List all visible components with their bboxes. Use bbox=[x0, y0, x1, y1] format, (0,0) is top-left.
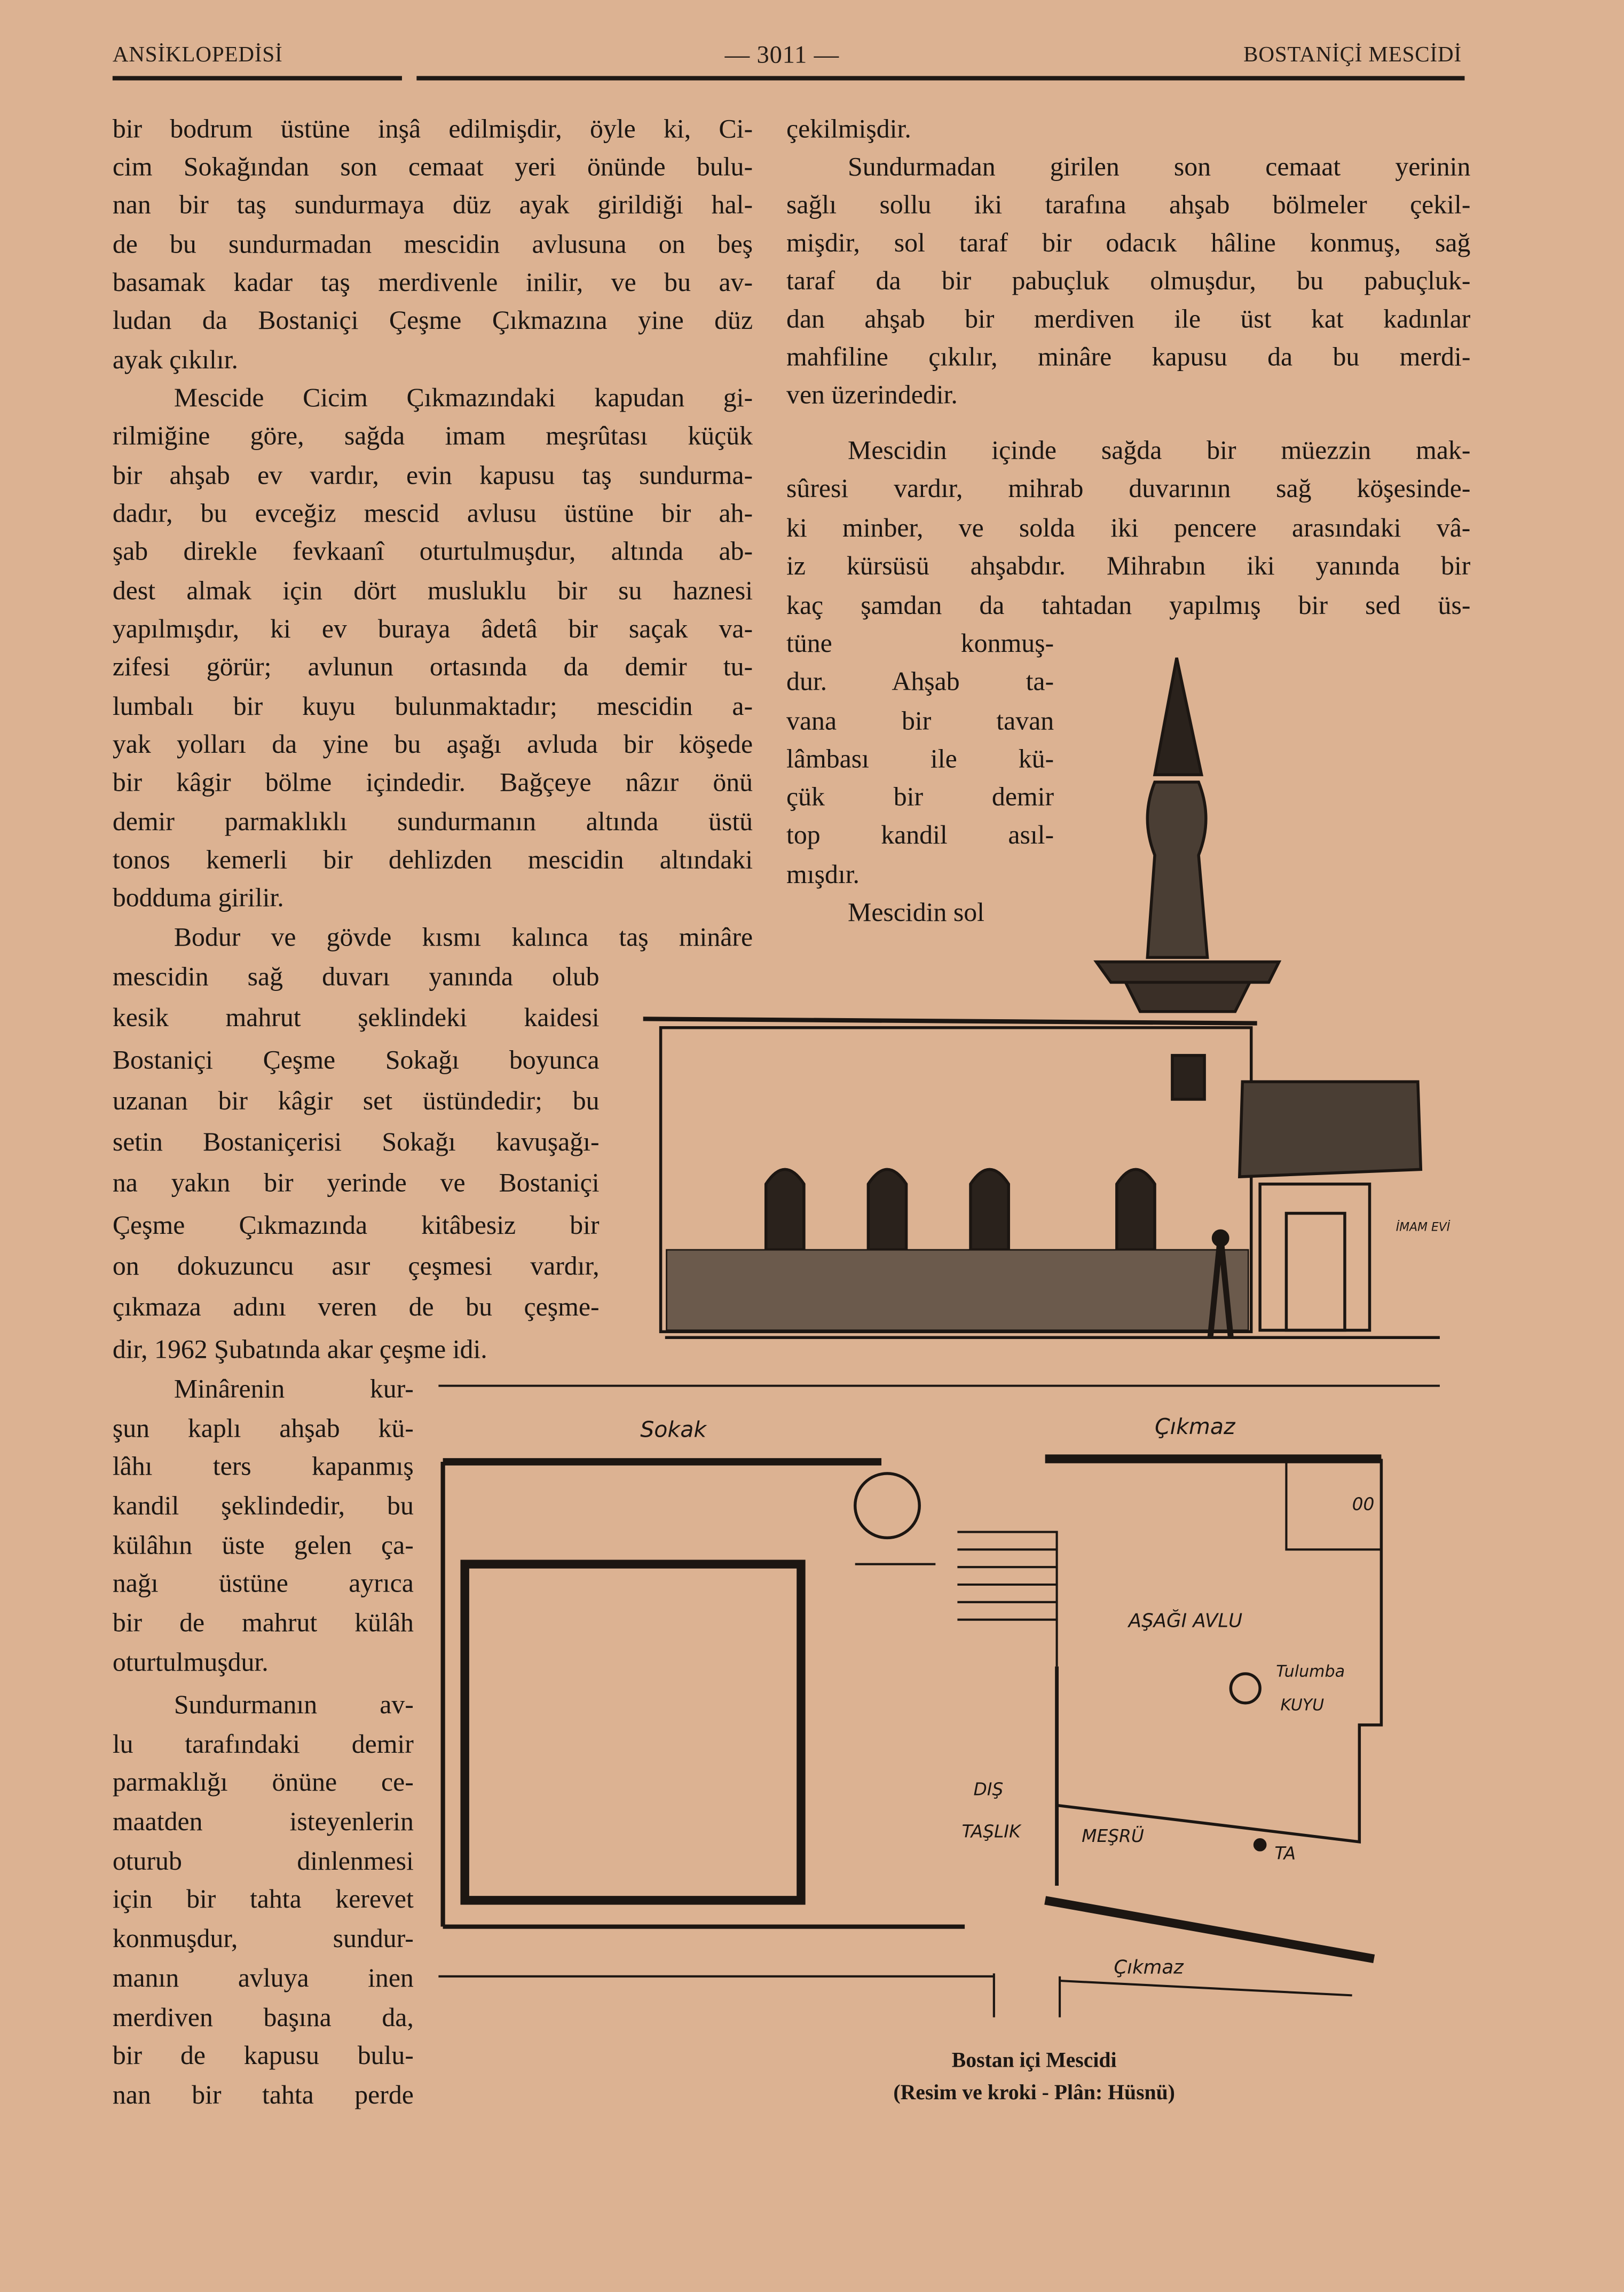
label-door-mark: 00 bbox=[1352, 1494, 1375, 1515]
label-ta: TA bbox=[1274, 1843, 1296, 1864]
page-number: — 3011 — bbox=[724, 41, 839, 69]
text-line: şun kaplı ahşab kü- bbox=[112, 1413, 414, 1443]
label-cikmaz-bottom: Çıkmaz bbox=[1114, 1956, 1184, 1979]
mosque-elevation-drawing bbox=[643, 658, 1440, 1337]
text-line: yapılmışdır, ki ev buraya âdetâ bir saçak va- bbox=[112, 613, 753, 643]
text-line: ludan da Bostaniçi Çeşme Çıkmazına yine düz bbox=[112, 305, 753, 335]
text-line: sağlı sollu iki tarafına ahşab bölmeler çekil- bbox=[786, 190, 1471, 219]
text-line: bodduma girilir. bbox=[112, 883, 284, 913]
text-line: konmuşdur, sundur- bbox=[112, 1924, 414, 1954]
text-line: Sundurmadan girilen son cemaat yerinin bbox=[848, 152, 1471, 182]
text-line: ayak çıkılır. bbox=[112, 344, 238, 374]
text-line: Mescidin içinde sağda bir müezzin mak- bbox=[848, 435, 1471, 465]
text-line: bir bodrum üstüne inşâ edilmişdir, öyle ki, Ci- bbox=[112, 113, 753, 143]
minaret-body bbox=[1147, 782, 1207, 958]
text-line: Bodur ve gövde kısmı kalınca taş minâre bbox=[174, 921, 753, 951]
text-line: Sundurmanın av- bbox=[174, 1690, 414, 1719]
text-line: setin Bostaniçerisi Sokağı kavuşağı- bbox=[112, 1127, 600, 1157]
label-sokak: Sokak bbox=[640, 1416, 707, 1443]
text-line: mahfiline çıkılır, minâre kapusu da bu merdi- bbox=[786, 342, 1471, 372]
text-line: külâhın üste gelen ça- bbox=[112, 1530, 414, 1559]
text-line: taraf da bir pabuçluk olmuşdur, bu pabuçluk- bbox=[786, 266, 1471, 296]
text-line: şab direkle fevkaanî oturtulmuşdur, altında ab- bbox=[112, 537, 753, 566]
text-line: tüne konmuş- bbox=[786, 628, 1054, 658]
text-line: Bostaniçi Çeşme Sokağı boyunca bbox=[112, 1044, 600, 1074]
text-line: de bu sundurmadan mescidin avlusuna on beş bbox=[112, 229, 753, 258]
running-head-left: ANSİKLOPEDİSİ bbox=[112, 44, 283, 67]
small-window bbox=[1172, 1056, 1204, 1099]
text-line: mişdir, sol taraf bir odacık hâline konmuş, sağ bbox=[786, 228, 1471, 257]
imam-house-door bbox=[1286, 1214, 1345, 1330]
text-line: dur. Ahşab ta- bbox=[786, 667, 1054, 697]
figure-caption-title: Bostan içi Mescidi bbox=[951, 2049, 1117, 2073]
text-line: lâhı ters kapanmış bbox=[112, 1452, 414, 1482]
text-line: maatden isteyenlerin bbox=[112, 1807, 414, 1837]
text-line: Mescide Cicim Çıkmazındaki kapudan gi- bbox=[174, 383, 753, 412]
imam-house-door-frame bbox=[1260, 1184, 1369, 1330]
text-line: Mescidin sol bbox=[848, 897, 984, 927]
roof-line bbox=[643, 1019, 1257, 1023]
text-line: oturtulmuşdur. bbox=[112, 1647, 269, 1676]
text-line: vana bir tavan bbox=[786, 705, 1054, 735]
hatched-base bbox=[667, 1250, 1249, 1330]
text-line: kaç şamdan da tahtadan yapılmış bir sed üs- bbox=[786, 589, 1471, 619]
text-line: bir ahşab ev vardır, evin kapusu taş sundurma- bbox=[112, 460, 753, 490]
text-line: nan bir taş sundurmaya düz ayak girildiği hal- bbox=[112, 190, 753, 220]
imam-house-roof bbox=[1240, 1082, 1421, 1177]
text-line: manın avluya inen bbox=[112, 1963, 414, 1992]
text-line: Minârenin kur- bbox=[174, 1374, 414, 1404]
text-line: uzanan bir kâgir set üstündedir; bu bbox=[112, 1086, 600, 1115]
figure-caption-credit: (Resim ve kroki - Plân: Hüsnü) bbox=[893, 2081, 1175, 2105]
text-line: nan bir tahta perde bbox=[112, 2080, 414, 2109]
label-imam-evi: İMAM EVİ bbox=[1396, 1220, 1450, 1234]
text-line: na yakın bir yerinde ve Bostaniçi bbox=[112, 1168, 600, 1198]
text-line: cim Sokağından son cemaat yeri önünde bulu- bbox=[112, 152, 753, 182]
text-line: nağı üstüne ayrıca bbox=[112, 1569, 414, 1598]
text-line: tonos kemerli bir dehlizden mescidin altındaki bbox=[112, 845, 753, 875]
text-line: ki minber, ve solda iki pencere arasındaki vâ- bbox=[786, 513, 1471, 542]
text-line: kesik mahrut şeklindeki kaidesi bbox=[112, 1003, 600, 1033]
text-line: bir de kapusu bulu- bbox=[112, 2041, 414, 2070]
label-tulumba: Tulumba bbox=[1276, 1662, 1345, 1681]
text-line: lumbalı bir kuyu bulunmaktadır; mescidin a- bbox=[112, 691, 753, 720]
text-line: sûresi vardır, mihrab duvarının sağ köşesinde- bbox=[786, 474, 1471, 503]
text-line: dest almak için dört musluklu bir su haznesi bbox=[112, 575, 753, 605]
text-line: dir, 1962 Şubatında akar çeşme idi. bbox=[112, 1334, 487, 1364]
text-line: oturub dinlenmesi bbox=[112, 1846, 414, 1876]
text-line: top kandil asıl- bbox=[786, 821, 1054, 850]
text-line: iz kürsüsü ahşabdır. Mihrabın iki yanında bir bbox=[786, 551, 1471, 581]
text-line: lu tarafındaki demir bbox=[112, 1729, 414, 1758]
label-kuyu: KUYU bbox=[1280, 1696, 1325, 1715]
text-line: dadır, bu evceğiz mescid avlusu üstüne bir ah- bbox=[112, 498, 753, 528]
text-line: zifesi görür; avlunun ortasında da demir tu- bbox=[112, 652, 753, 682]
label-cikmaz-top: Çıkmaz bbox=[1155, 1413, 1235, 1439]
label-dis: DIŞ bbox=[973, 1779, 1004, 1800]
text-line: çekilmişdir. bbox=[786, 114, 911, 144]
minaret-balcony bbox=[1097, 962, 1279, 1012]
minaret-spire bbox=[1155, 658, 1202, 775]
text-line: bir de mahrut külâh bbox=[112, 1608, 414, 1637]
text-line: için bir tahta kerevet bbox=[112, 1885, 414, 1915]
text-line: merdiven başına da, bbox=[112, 2002, 414, 2031]
text-line: dan ahşab bir merdiven ile üst kat kadınlar bbox=[786, 304, 1471, 334]
text-line: mışdır. bbox=[786, 859, 860, 889]
text-line: lâmbası ile kü- bbox=[786, 744, 1054, 774]
text-line: bir kâgir bölme içindedir. Bağçeye nâzır önü bbox=[112, 768, 753, 798]
text-line: çük bir demir bbox=[786, 782, 1054, 812]
text-line: rilmiğine göre, sağda imam meşrûtası küçük bbox=[112, 421, 753, 451]
label-mesru: MEŞRÜ bbox=[1082, 1825, 1144, 1846]
text-line: Çeşme Çıkmazında kitâbesiz bir bbox=[112, 1210, 600, 1240]
label-taslik: TAŞLIK bbox=[961, 1821, 1021, 1842]
text-line: ven üzerindedir. bbox=[786, 380, 958, 409]
label-asagi-avlu: AŞAĞI AVLU bbox=[1128, 1610, 1243, 1632]
text-line: demir parmaklıklı sundurmanın altında üstü bbox=[112, 806, 753, 836]
text-line: yak yolları da yine bu aşağı avluda bir köşede bbox=[112, 729, 753, 759]
text-line: çıkmaza adını veren de bu çeşme- bbox=[112, 1293, 600, 1322]
text-line: basamak kadar taş merdivenle inilir, ve bu av- bbox=[112, 267, 753, 297]
text-line: on dokuzuncu asır çeşmesi vardır, bbox=[112, 1251, 600, 1281]
running-head-right: BOSTANİÇİ MESCİDİ bbox=[1243, 44, 1462, 67]
text-line: mescidin sağ duvarı yanında olub bbox=[112, 962, 600, 991]
text-line: parmaklığı önüne ce- bbox=[112, 1768, 414, 1798]
text-line: kandil şeklindedir, bu bbox=[112, 1491, 414, 1521]
